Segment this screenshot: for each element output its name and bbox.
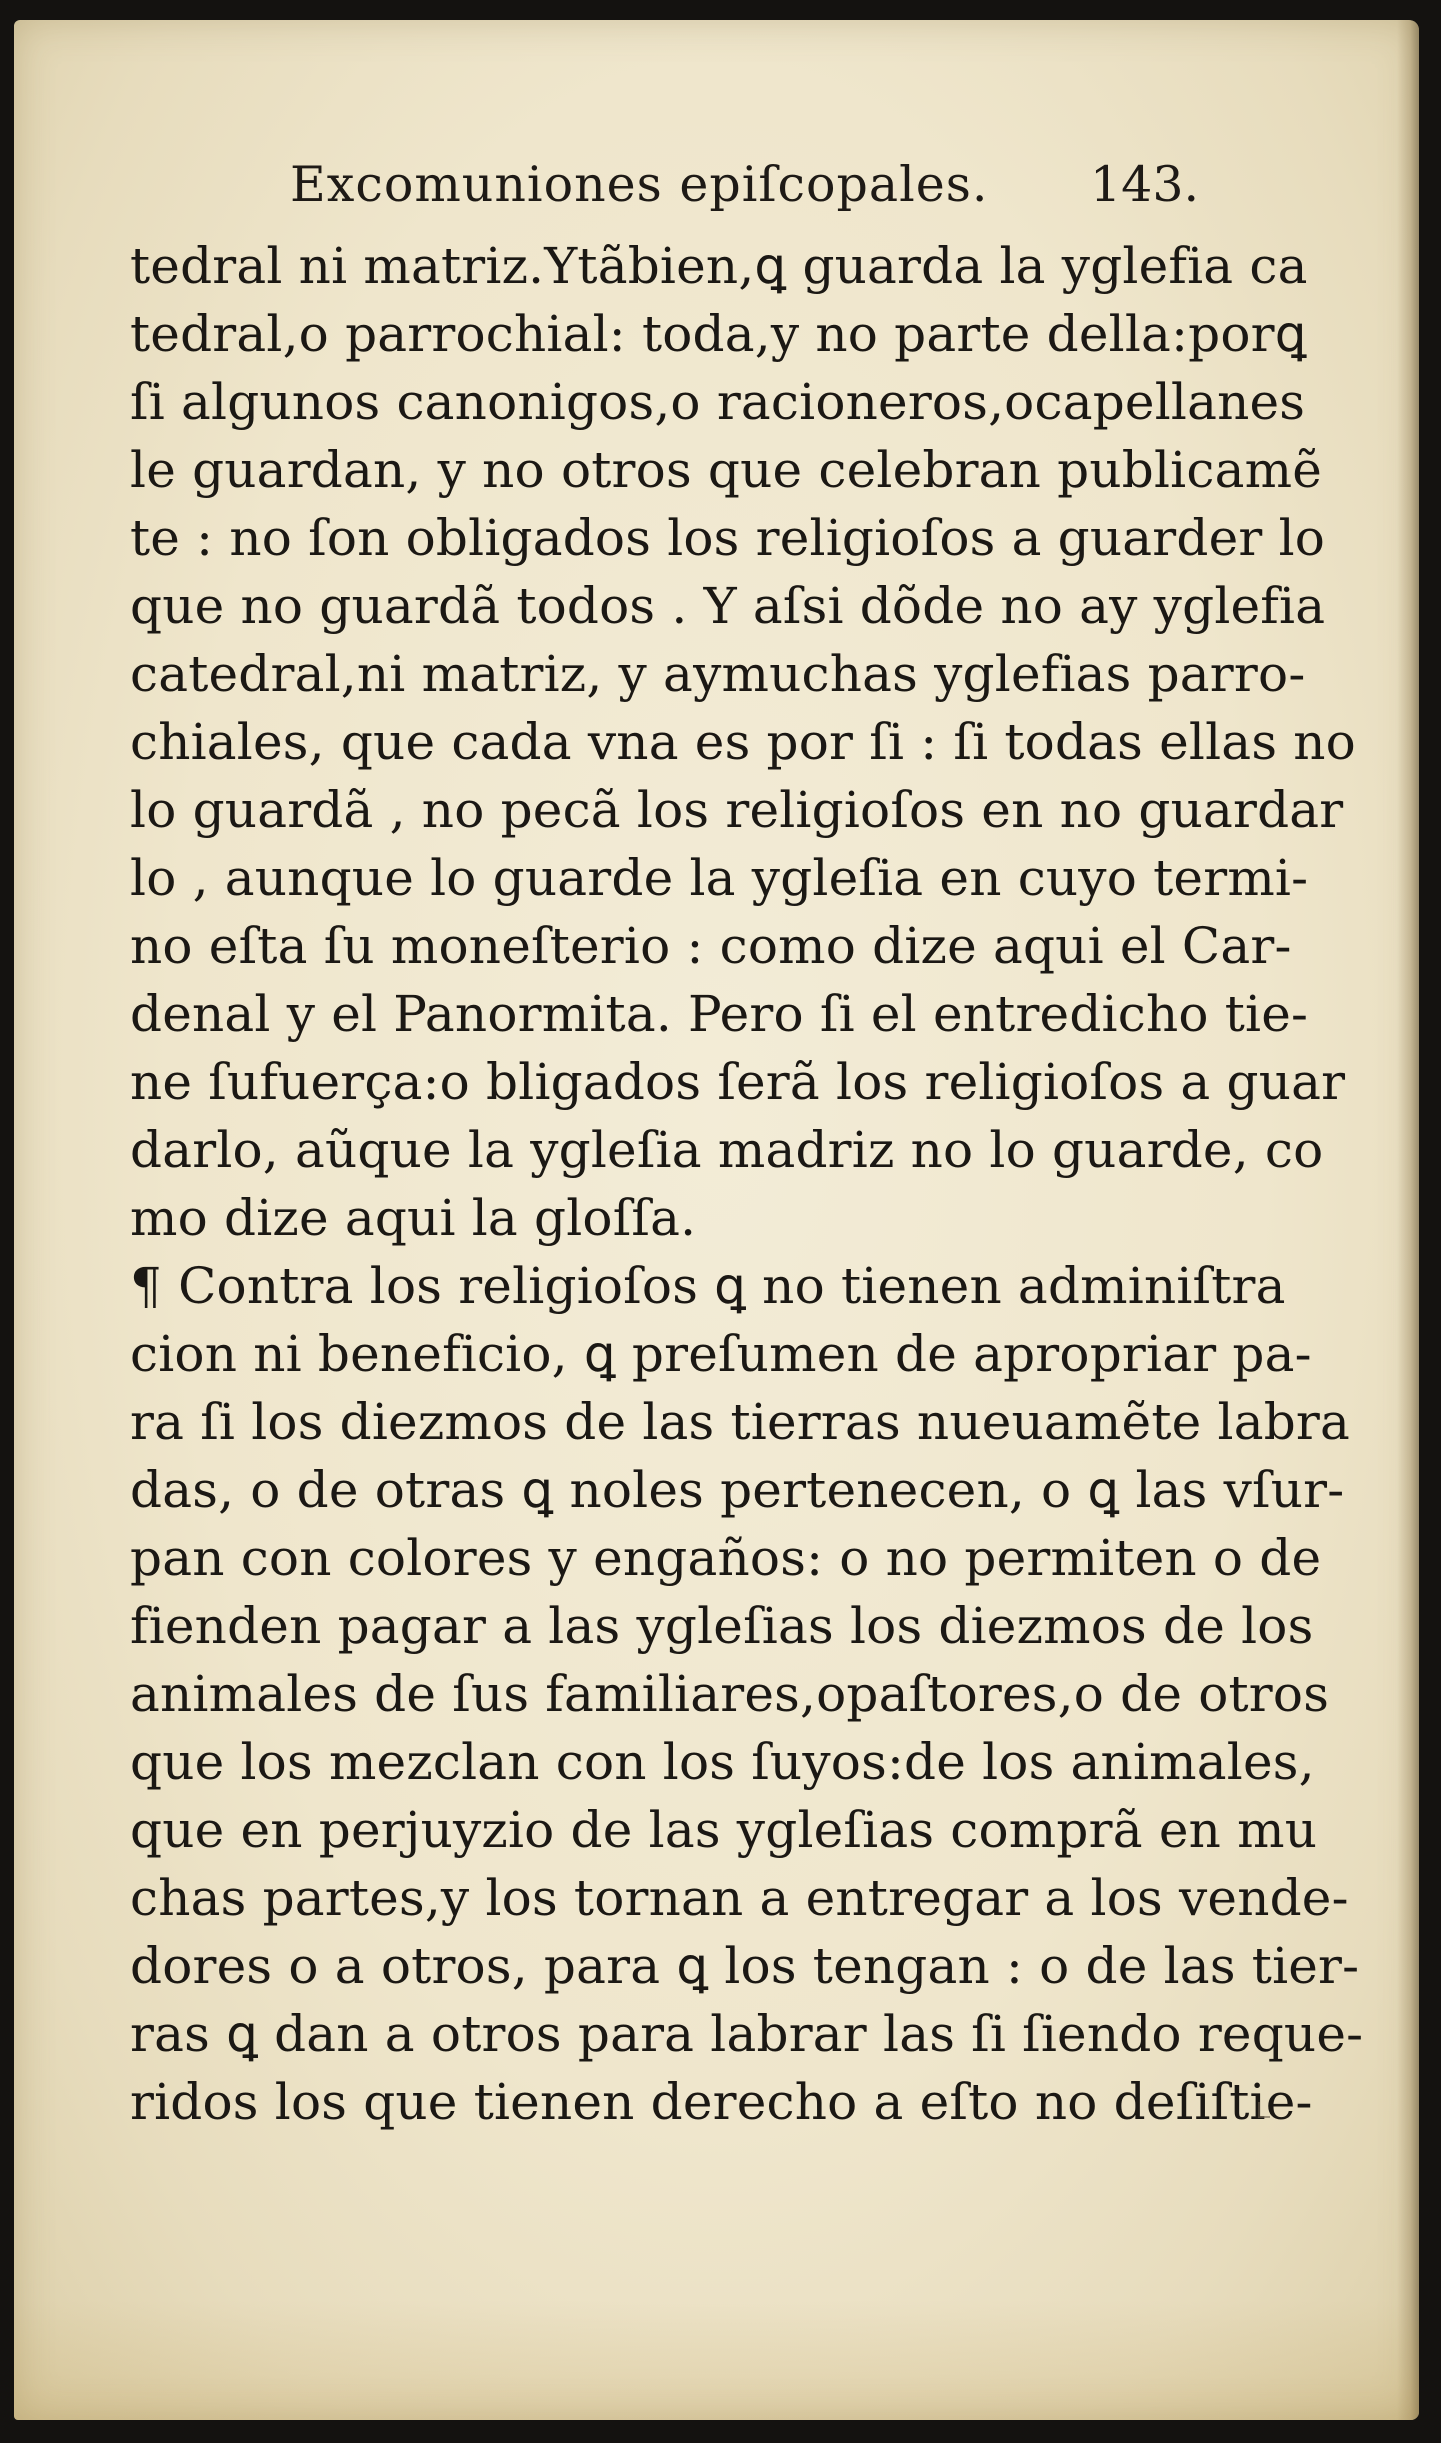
page-number: 143. [1090, 156, 1200, 213]
text-line: dores o a otros, para ꝗ los tengan : o de las tier- [130, 1937, 1360, 1995]
text-line: fienden pagar a las ygleſias los diezmos de los [130, 1597, 1314, 1655]
text-line: tedral,o parrochial: toda,y no parte della:porꝗ [130, 305, 1307, 363]
text-line: catedral,ni matriz, y aymuchas yglefias parro- [130, 645, 1306, 703]
catchword-mark [1258, 2102, 1270, 2118]
text-line: denal y el Panormita. Pero ſi el entredicho tie- [130, 985, 1309, 1043]
text-line: pan con colores y engaños: o no permiten o de [130, 1529, 1322, 1587]
text-line: cion ni beneficio, ꝗ preſumen de apropriar pa- [130, 1325, 1312, 1383]
running-head [130, 150, 1270, 220]
text-line: chas partes,y los tornan a entregar a los vende- [130, 1869, 1349, 1927]
text-line: le guardan, y no otros que celebran publicamẽ [130, 441, 1322, 499]
paragraph-start-line: ¶ Contra los religioſos ꝗ no tienen adminiſtra [130, 1257, 1286, 1315]
text-line: ne ſufuerça:o bligados ſerã los religioſos a guar [130, 1053, 1346, 1111]
text-line: no eſta ſu moneſterio : como dize aqui el Car- [130, 917, 1292, 975]
body-text [130, 232, 1364, 2136]
text-line: que no guardã todos . Y aſsi dõde no ay yglefia [130, 577, 1326, 635]
text-line: darlo, aũque la ygleſia madriz no lo guarde, co [130, 1121, 1324, 1179]
page-bottom-stain [14, 2300, 1419, 2420]
text-line: ſi algunos canonigos,o racioneros,ocapellanes [130, 373, 1306, 431]
text-line: que en perjuyzio de las ygleſias comprã en mu [130, 1801, 1318, 1859]
text-line: ras ꝗ dan a otros para labrar las ſi ſiendo reque- [130, 2005, 1364, 2063]
text-line: lo guardã , no pecã los religioſos en no guardar [130, 781, 1344, 839]
page-edge-shadow [1397, 20, 1419, 2420]
text-line: das, o de otras ꝗ noles pertenecen, o ꝗ las vſur- [130, 1461, 1345, 1519]
text-line: chiales, que cada vna es por ſi : ſi todas ellas no [130, 713, 1356, 771]
text-line: mo dize aqui la gloſſa. [130, 1189, 697, 1247]
text-line: tedral ni matriz.Ytãbien,ꝗ guarda la yglefia ca [130, 237, 1308, 295]
running-title: Excomuniones epiſcopales. [290, 156, 989, 213]
text-line: ridos los que tienen derecho a eſto no deſiſtie- [130, 2073, 1313, 2131]
text-line: ra ſi los diezmos de las tierras nueuamẽte labra [130, 1393, 1351, 1451]
text-line: que los mezclan con los ſuyos:de los animales, [130, 1733, 1315, 1791]
text-line: animales de ſus familiares,opaſtores,o de otros [130, 1665, 1330, 1723]
text-line: lo , aunque lo guarde la ygleſia en cuyo termi- [130, 849, 1309, 907]
text-line: te : no ſon obligados los religioſos a guarder lo [130, 509, 1326, 567]
